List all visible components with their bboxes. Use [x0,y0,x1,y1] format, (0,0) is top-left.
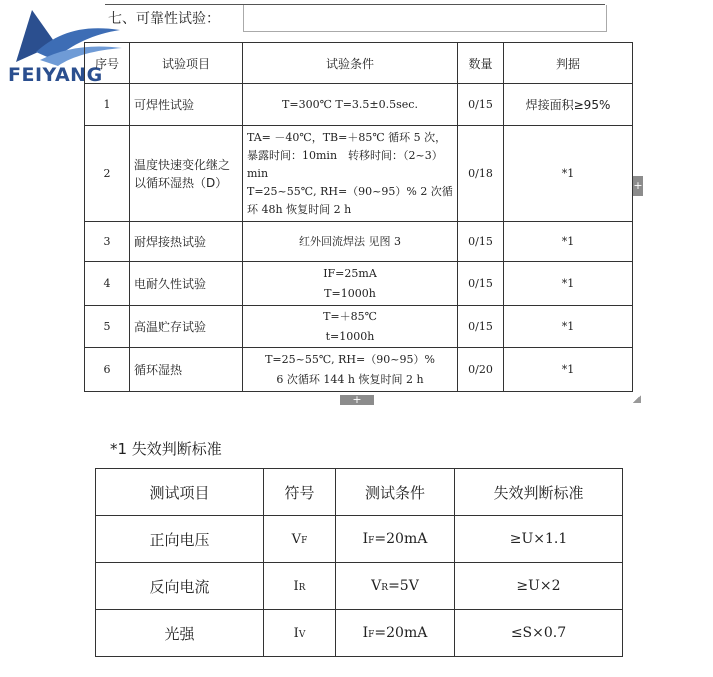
table-row [85,262,633,306]
symbol-main: I [293,625,299,641]
row-quantity: 0/20 [458,348,504,392]
cond-sub: R [381,583,389,593]
row-criteria: *1 [504,348,633,392]
table-row [96,563,623,610]
condition-line: t=1000h [325,329,375,343]
condition-line: T=＋85℃ [323,309,377,323]
cond-rest: =20mA [374,531,428,547]
cond-sub: F [368,536,375,546]
row-item: 电耐久性试验 [130,262,243,306]
row-condition: 红外回流焊法 见图 3 [243,222,458,262]
symbol-main: I [293,578,299,594]
row-criteria: *1 [504,306,633,348]
row-no: 3 [85,222,130,262]
row-criteria: ≥U×2 [455,563,623,610]
condition-line: T=25~55℃, RH=（90~95）% 2 次循 [247,184,453,198]
row-criteria: ≤S×0.7 [455,610,623,657]
row-condition [336,516,455,563]
header-quantity: 数量 [458,43,504,84]
symbol-sub: R [298,582,306,593]
condition-line: T=25~55℃, RH=（90~95）% [265,352,435,366]
row-condition [243,262,458,306]
row-quantity: 0/15 [458,306,504,348]
cond-sub: F [368,630,375,640]
row-item: 反向电流 [96,563,264,610]
header-no: 序号 [85,43,130,84]
row-no: 1 [85,84,130,126]
row-condition [243,348,458,392]
symbol-sub: F [301,535,308,546]
header-test-item: 测试项目 [96,469,264,516]
header-item: 试验项目 [130,43,243,84]
row-condition: T=300℃ T=3.5±0.5sec. [243,84,458,126]
table-row [85,126,633,222]
row-quantity: 0/18 [458,126,504,222]
table-header-row [85,43,633,84]
row-quantity: 0/15 [458,222,504,262]
header-symbol: 符号 [264,469,336,516]
row-condition [336,563,455,610]
cond-rest: =20mA [374,625,428,641]
condition-line: 环 48h 恢复时间 2 h [247,202,352,216]
cond-rest: =5V [388,578,419,594]
header-criteria: 判据 [504,43,633,84]
expand-right-handle[interactable]: + [633,176,643,196]
failure-criteria-note: *1 失效判断标准 [110,440,222,458]
row-quantity: 0/15 [458,84,504,126]
row-criteria: 焊接面积≥95% [504,84,633,126]
table-row [85,348,633,392]
condition-line: IF=25mA [323,266,377,280]
cond-main: I [362,531,369,547]
logo-text: FEIYANG [8,64,103,86]
row-symbol [264,610,336,657]
row-condition [243,126,458,222]
row-no: 5 [85,306,130,348]
heading-frame [243,5,607,32]
symbol-sub: V [298,629,306,640]
row-condition [336,610,455,657]
header-failure-criteria: 失效判断标准 [455,469,623,516]
row-no: 2 [85,126,130,222]
row-quantity: 0/15 [458,262,504,306]
row-criteria: *1 [504,222,633,262]
row-criteria: *1 [504,262,633,306]
row-no: 4 [85,262,130,306]
row-item: 循环湿热 [130,348,243,392]
resize-handle[interactable] [633,395,641,403]
row-item: 耐焊接热试验 [130,222,243,262]
table-header-row [96,469,623,516]
expand-down-handle[interactable]: + [340,395,374,405]
reliability-test-table [84,42,633,392]
row-item: 正向电压 [96,516,264,563]
row-no: 6 [85,348,130,392]
row-symbol [264,563,336,610]
cond-main: I [362,625,369,641]
condition-line: 暴露时间：10min 转移时间：（2~3） [247,148,443,162]
symbol-main: V [291,531,302,547]
table-row [96,516,623,563]
failure-criteria-table [95,468,623,657]
row-criteria: ≥U×1.1 [455,516,623,563]
table-row [96,610,623,657]
row-condition [243,306,458,348]
row-item: 可焊性试验 [130,84,243,126]
table-row [85,306,633,348]
header-test-condition: 测试条件 [336,469,455,516]
condition-line: TA= －40℃，TB=＋85℃ 循环 5 次， [247,130,447,144]
condition-line: 6 次循环 144 h 恢复时间 2 h [276,372,424,386]
header-condition: 试验条件 [243,43,458,84]
row-symbol [264,516,336,563]
row-item: 光强 [96,610,264,657]
row-item: 高温贮存试验 [130,306,243,348]
section-title: 七、可靠性试验： [108,11,220,27]
table-row [85,222,633,262]
condition-line: T=1000h [324,286,376,300]
row-item: 温度快速变化继之以循环湿热（D） [130,126,243,222]
row-criteria: *1 [504,126,633,222]
table-row [85,84,633,126]
cond-main: V [371,578,382,594]
condition-line: min [247,166,269,180]
